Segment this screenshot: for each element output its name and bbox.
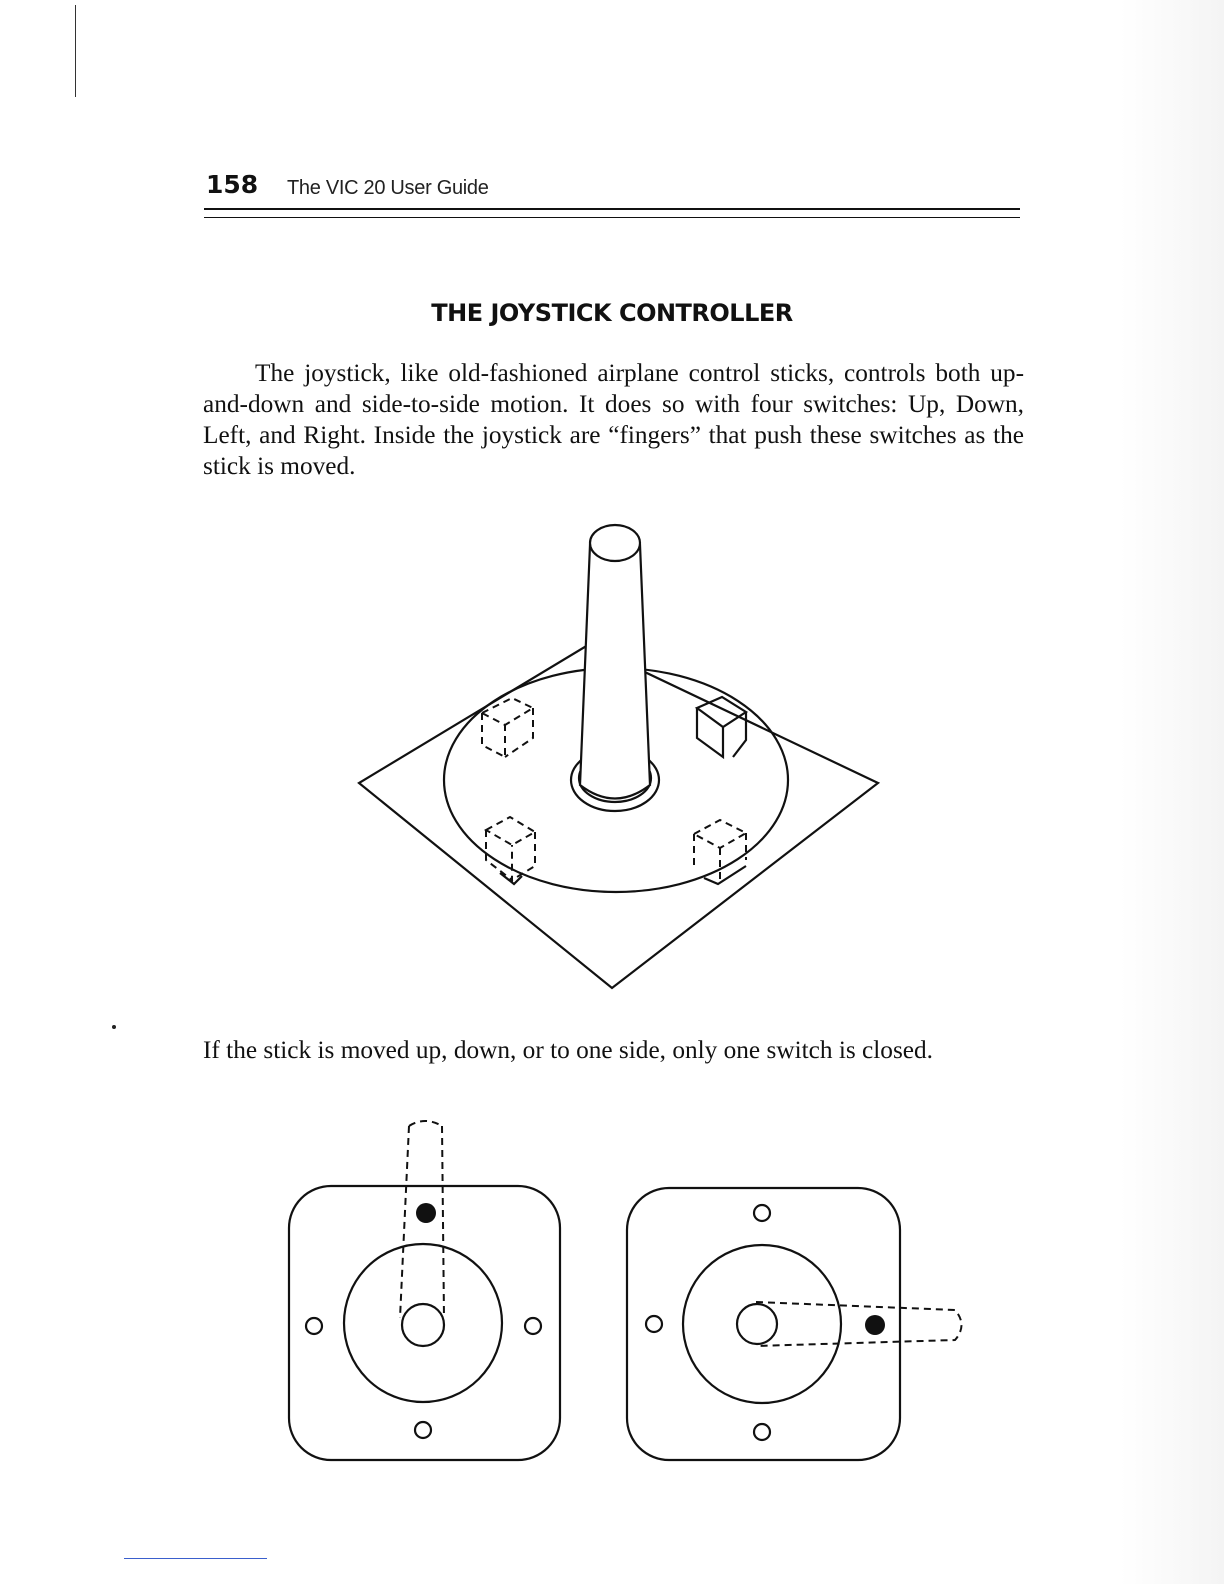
page-number: 158 — [206, 170, 259, 199]
stick-base-right — [737, 1304, 777, 1344]
scan-speck — [112, 1025, 116, 1029]
switch-up-open — [754, 1205, 770, 1221]
housing-outline-right — [627, 1188, 900, 1460]
figure-caption: If the stick is moved up, down, or to one side, only one switch is closed. — [203, 1036, 933, 1064]
section-heading: THE JOYSTICK CONTROLLER — [431, 299, 793, 327]
running-title: The VIC 20 User Guide — [287, 177, 489, 199]
switch-down-open — [754, 1424, 770, 1440]
switch-left-open — [646, 1316, 662, 1332]
footer-rule — [124, 1558, 267, 1559]
stick-outline-right — [756, 1302, 962, 1346]
body-paragraph: The joystick, like old-fashioned airplane control sticks, controls both up-and-down and side-to-side motion. It does so with four switches: Up, Down, Left, and Right. Inside the joystick are “fingers” that push these switches as the stick is moved. — [203, 359, 1024, 480]
switch-right-closed — [865, 1315, 885, 1335]
disc-right — [683, 1245, 841, 1403]
